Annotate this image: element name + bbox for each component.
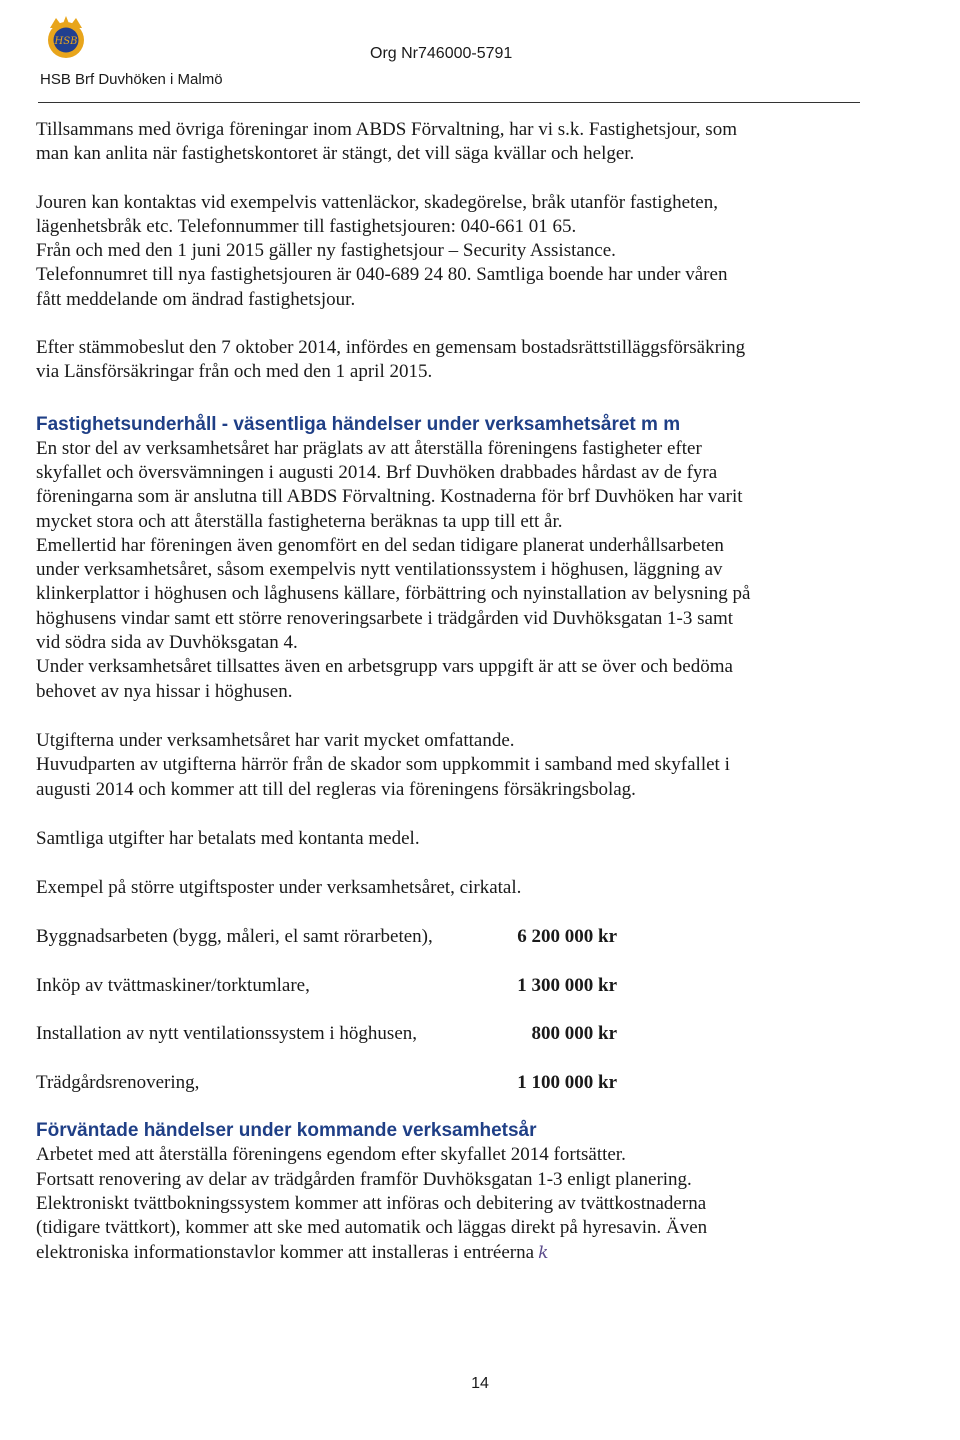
hsb-logo-icon <box>42 14 90 62</box>
cost-value: 1 300 000 kr <box>517 974 617 996</box>
org-name: HSB Brf Duvhöken i Malmö <box>40 71 223 88</box>
text-line: man kan anlita när fastighetskontoret är stängt, det vill säga kvällar och helger. <box>36 143 635 165</box>
cash-payment-note: Samtliga utgifter har betalats med kontanta medel. <box>36 827 420 849</box>
text-line: höghusens vindar samt ett större renoveringsarbete i trädgården vid Duvhöksgatan 1-3 samt <box>36 607 734 629</box>
cost-examples-intro: Exempel på större utgiftsposter under verksamhetsåret, cirkatal. <box>36 877 522 899</box>
text-line: (tidigare tvättkort), kommer att ske med automatik och läggas direkt på hyresavin. Även <box>36 1217 708 1239</box>
text-line: En stor del av verksamhetsåret har präglats av att återställa föreningens fastigheter efter <box>36 437 702 459</box>
text-line: lägenhetsbråk etc. Telefonnummer till fastighetsjouren: 040-661 01 65. <box>36 215 577 237</box>
text-line: Elektroniskt tvättbokningssystem kommer att införas och debitering av tvättkostnaderna <box>36 1193 707 1215</box>
cost-item <box>36 1071 916 1120</box>
cost-item <box>36 1022 916 1071</box>
text-line: augusti 2014 och kommer att till del regleras via föreningens försäkringsbolag. <box>36 778 636 800</box>
text-line: Jouren kan kontaktas vid exempelvis vattenläckor, skadegörelse, bråk utanför fastigheten, <box>36 191 718 213</box>
handwritten-initials: k <box>538 1242 549 1263</box>
text-line: mycket stora och att återställa fastigheterna beräknas ta upp till ett år. <box>36 510 563 532</box>
intro-paragraph-1 <box>36 118 916 167</box>
cost-list <box>36 925 916 1119</box>
text-line: Efter stämmobeslut den 7 oktober 2014, infördes en gemensam bostadsrättstilläggsförsäkring <box>36 337 746 359</box>
text-line: Emellertid har föreningen även genomfört en del sedan tidigare planerat underhållsarbeten <box>36 534 724 556</box>
section-heading-expected-events: Förväntade händelser under kommande verksamhetsår <box>36 1120 537 1142</box>
text-line: behovet av nya hissar i höghusen. <box>36 680 293 702</box>
text-line: Från och med den 1 juni 2015 gäller ny fastighetsjour – Security Assistance. <box>36 240 616 262</box>
text-line: elektroniska informationstavlor kommer att installeras i entréerna <box>36 1241 535 1263</box>
text-line: skyfallet och översvämningen i augusti 2014. Brf Duvhöken drabbades hårdast av de fyra <box>36 461 718 483</box>
text-line: fått meddelande om ändrad fastighetsjour. <box>36 288 356 310</box>
cost-label: Trädgårdsrenovering, <box>36 1071 200 1093</box>
text-line: Tillsammans med övriga föreningar inom ABDS Förvaltning, har vi s.k. Fastighetsjour, som <box>36 119 737 140</box>
cost-label: Installation av nytt ventilationssystem i höghusen, <box>36 1023 418 1045</box>
cost-item <box>36 925 916 974</box>
cost-label: Inköp av tvättmaskiner/torktumlare, <box>36 974 310 996</box>
section-heading-maintenance: Fastighetsunderhåll - väsentliga händelser under verksamhetsåret m m <box>36 413 681 435</box>
expected-events-paragraph <box>36 1143 916 1264</box>
text-line: föreningarna som är anslutna till ABDS Förvaltning. Kostnaderna för brf Duvhöken har varit <box>36 486 743 508</box>
expenses-paragraph <box>36 729 916 802</box>
cost-value: 800 000 kr <box>531 1023 617 1045</box>
text-line: Huvudparten av utgifterna härrör från de skador som uppkommit i samband med skyfallet i <box>36 754 730 776</box>
cost-label: Byggnadsarbeten (bygg, måleri, el samt rörarbeten), <box>36 926 433 948</box>
cost-value: 6 200 000 kr <box>517 926 617 948</box>
org-number: Org Nr746000-5791 <box>370 45 513 62</box>
text-line: vid södra sida av Duvhöksgatan 4. <box>36 632 298 654</box>
document-body <box>36 118 916 1265</box>
header-divider <box>38 102 860 103</box>
page-number: 14 <box>471 1375 489 1392</box>
maintenance-paragraph <box>36 437 916 704</box>
text-line: Under verksamhetsåret tillsattes även en arbetsgrupp vars uppgift är att se över och bedöma <box>36 656 733 678</box>
text-line: Arbetet med att återställa föreningens egendom efter skyfallet 2014 fortsätter. <box>36 1144 626 1166</box>
text-line: Fortsatt renovering av delar av trädgården framför Duvhöksgatan 1-3 enligt planering. <box>36 1168 692 1190</box>
intro-paragraph-2 <box>36 191 916 312</box>
cost-value: 1 100 000 kr <box>517 1071 617 1093</box>
logo-text: HSB <box>54 36 78 47</box>
text-line: under verksamhetsåret, såsom exempelvis nytt ventilationssystem i höghusen, läggning av <box>36 559 723 581</box>
text-line: Telefonnumret till nya fastighetsjouren är 040-689 24 80. Samtliga boende har under våren <box>36 264 728 286</box>
text-line: via Länsförsäkringar från och med den 1 april 2015. <box>36 361 433 383</box>
text-line: klinkerplattor i höghusen och låghusens källare, förbättring och nyinstallation av belysning på <box>36 583 751 605</box>
text-line: Utgifterna under verksamhetsåret har varit mycket omfattande. <box>36 729 515 751</box>
intro-paragraph-3 <box>36 336 916 385</box>
cost-item <box>36 974 916 1023</box>
